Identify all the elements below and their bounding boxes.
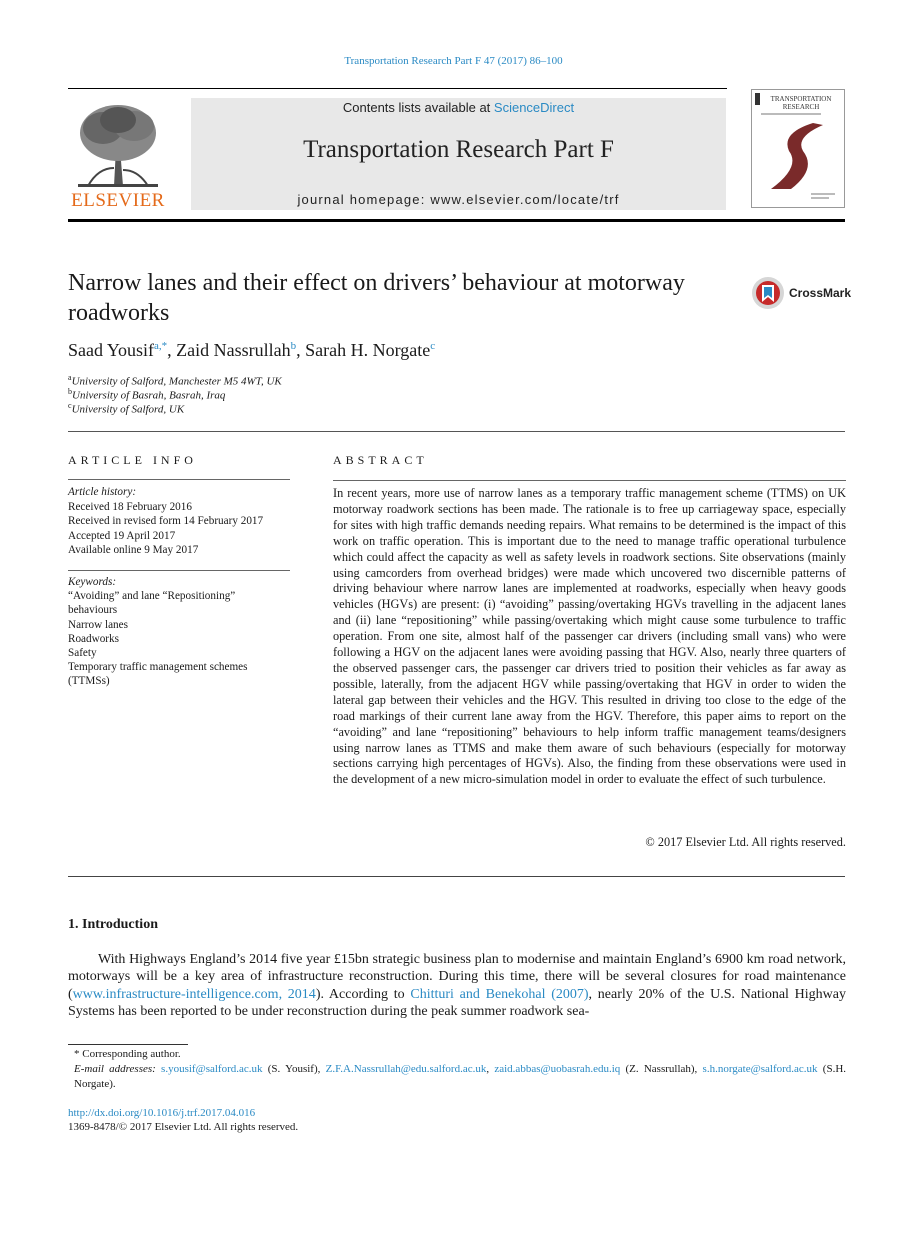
header-top-rule: [68, 88, 727, 89]
email-addresses: [68, 1062, 846, 1092]
intro-text-part: ). According to: [315, 986, 411, 1002]
author-name: Saad Yousif: [68, 340, 155, 360]
affiliation-text: University of Salford, Manchester M5 4WT, UK: [71, 375, 282, 388]
contents-line: [191, 100, 726, 115]
front-matter-bottom-rule: [68, 876, 845, 877]
author-name: Zaid Nassrullah: [176, 340, 291, 360]
footnote-rule: [68, 1044, 188, 1045]
affiliation: [68, 401, 184, 416]
author-affiliation-marker[interactable]: a,*: [154, 340, 168, 352]
author-name: Sarah H. Norgate: [305, 340, 431, 360]
keyword-item: Safety: [68, 647, 97, 660]
journal-reference[interactable]: Transportation Research Part F 47 (2017) 86–100: [344, 55, 563, 67]
keyword-item: Narrow lanes: [68, 618, 128, 631]
crossmark-icon: [751, 276, 785, 310]
author-affiliation-marker[interactable]: b: [290, 340, 297, 352]
intro-text-part: , nearly 20% of the U.S. National Highway Systems has been reported to be under reconstruction during the peak summer roadwork sea-: [68, 986, 846, 1020]
article-info-rule: [68, 479, 290, 480]
sciencedirect-link[interactable]: ScienceDirect: [493, 100, 575, 115]
affiliation-text: University of Basrah, Basrah, Iraq: [72, 389, 226, 402]
homepage-prefix: journal homepage:: [297, 192, 431, 207]
history-item: Accepted 19 April 2017: [68, 529, 176, 542]
affiliation: [68, 373, 282, 388]
introduction-paragraph: [68, 951, 846, 1021]
email-link[interactable]: s.h.norgate@salford.ac.uk: [702, 1063, 818, 1075]
elsevier-wordmark: ELSEVIER: [71, 190, 165, 211]
email-link[interactable]: Z.F.A.Nassrullah@edu.salford.ac.uk: [325, 1063, 487, 1075]
section-divider: [68, 431, 845, 432]
keyword-item: Temporary traffic management schemes (TTMSs): [68, 661, 248, 688]
history-item: Received 18 February 2016: [68, 500, 192, 513]
journal-header-box: [191, 98, 726, 210]
crossmark-label: CrossMark: [789, 286, 852, 300]
issn-copyright: 1369-8478/© 2017 Elsevier Ltd. All rights reserved.: [68, 1121, 299, 1133]
homepage-url[interactable]: www.elsevier.com/locate/trf: [430, 192, 620, 207]
corresponding-author-note: * Corresponding author.: [74, 1048, 181, 1060]
author-separator: ,: [167, 340, 177, 360]
keyword-item: Roadworks: [68, 632, 119, 645]
article-history-label: Article history:: [68, 486, 137, 498]
cover-title-line2: RESEARCH: [782, 103, 820, 111]
journal-homepage: [191, 192, 726, 207]
author-separator: ,: [296, 340, 306, 360]
affiliation-marker: c: [68, 401, 72, 410]
author-affiliation-marker[interactable]: c: [430, 340, 436, 352]
email-link[interactable]: s.yousif@salford.ac.uk: [161, 1063, 263, 1075]
email-owner: (Z. Nassrullah),: [620, 1063, 703, 1075]
affiliation-marker: a: [68, 373, 72, 382]
keywords-label: Keywords:: [68, 576, 117, 588]
section-heading-introduction: 1. Introduction: [68, 917, 158, 932]
email-owner: (S. Yousif),: [262, 1063, 326, 1075]
email-owner: (S.H. Norgate).: [74, 1063, 847, 1090]
keyword-item: “Avoiding” and lane “Repositioning” behaviours: [68, 590, 236, 617]
keywords: [68, 575, 298, 689]
article-history: [68, 485, 298, 558]
affiliation-text: University of Salford, UK: [71, 403, 185, 416]
abstract-text: In recent years, more use of narrow lanes as a temporary traffic management scheme (TTMS) on UK motorway roadwork sections has been made. The rationale is to free up carriageway space, especially for sites with high traffic demands needing repairs. What remains to be determined is the impact of this work on traffic operation. This is important due to the need to manage traffic operational turbulence which could affect the capacity as well as safety levels in roadwork sections. Site observations (mainly using camcorders from overhead bridges) were made which uncovered two discernible patterns of driving behaviour where narrow lanes are implemented at roadworks, especially when heavy goods vehicles (HGVs) are present: (i) “avoiding” passing/overtaking HGVs travelling in the adjacent lanes and (ii) lane “repositioning” while passing/overtaking which might cause some turbulence to traffic operation. From one site, almost half of the passenger car drivers (including small vans) who were following a HGV on the adjacent lanes were avoiding passing that HGV. Also, nearly three quarters of the observed passenger cars, the passenger car drivers tried to position their vehicles as far away as possible, laterally, from the adjacent HGV while passing/overtaking that HGV in order to widen the lateral gap between their vehicles and the HGV. This resulted in driving too close to the edge of the road markings of their current lane away from the HGV. Therefore, this paper aims to report on the “avoiding” and lane “repositioning” behaviours to help inform traffic management teams/designers using narrow lanes as TTMS and make them aware of such behaviours (especially for motorway sections carrying high percentages of HGVs). Also, the finding from these observations were used in the development of a new micro-simulation model in order to evaluate the effect of such turbulence.: [333, 486, 846, 787]
article-info-label: ARTICLE INFO: [68, 453, 197, 467]
author-list: [68, 340, 435, 361]
email-label: E-mail addresses:: [74, 1063, 156, 1075]
affiliation-marker: b: [68, 387, 72, 396]
journal-title: Transportation Research Part F: [303, 136, 614, 163]
citation-link[interactable]: www.infrastructure-intelligence.com, 2014: [72, 986, 316, 1002]
header-bottom-rule: [68, 219, 845, 222]
email-separator: ,: [486, 1063, 495, 1075]
doi-link[interactable]: http://dx.doi.org/10.1016/j.trf.2017.04.016: [68, 1107, 256, 1119]
abstract-label: ABSTRACT: [333, 453, 428, 467]
affiliation: [68, 387, 225, 402]
crossmark-badge[interactable]: [751, 276, 851, 312]
citation-link[interactable]: Chitturi and Benekohal (2007): [410, 986, 589, 1002]
journal-cover-thumbnail: [751, 89, 845, 208]
intro-text-part: With Highways England’s 2014 five year £15bn strategic business plan to modernise and maintain England’s 6900 km road network, motorways will be a key area of infrastructure reconstruction. During this time, there will be several closures for road maintenance (: [68, 952, 846, 1002]
history-item: Available online 9 May 2017: [68, 544, 199, 556]
abstract-copyright: © 2017 Elsevier Ltd. All rights reserved.: [645, 835, 846, 849]
contents-prefix: Contents lists available at: [342, 100, 494, 115]
email-link[interactable]: zaid.abbas@uobasrah.edu.iq: [494, 1063, 621, 1075]
keywords-rule: [68, 570, 290, 571]
footnotes: [68, 1047, 846, 1092]
abstract-rule: [333, 480, 846, 481]
history-item: Received in revised form 14 February 2017: [68, 515, 264, 527]
cover-title-line1: TRANSPORTATION: [770, 95, 832, 103]
article-title: Narrow lanes and their effect on drivers’ behaviour at motorway roadworks: [68, 270, 685, 326]
